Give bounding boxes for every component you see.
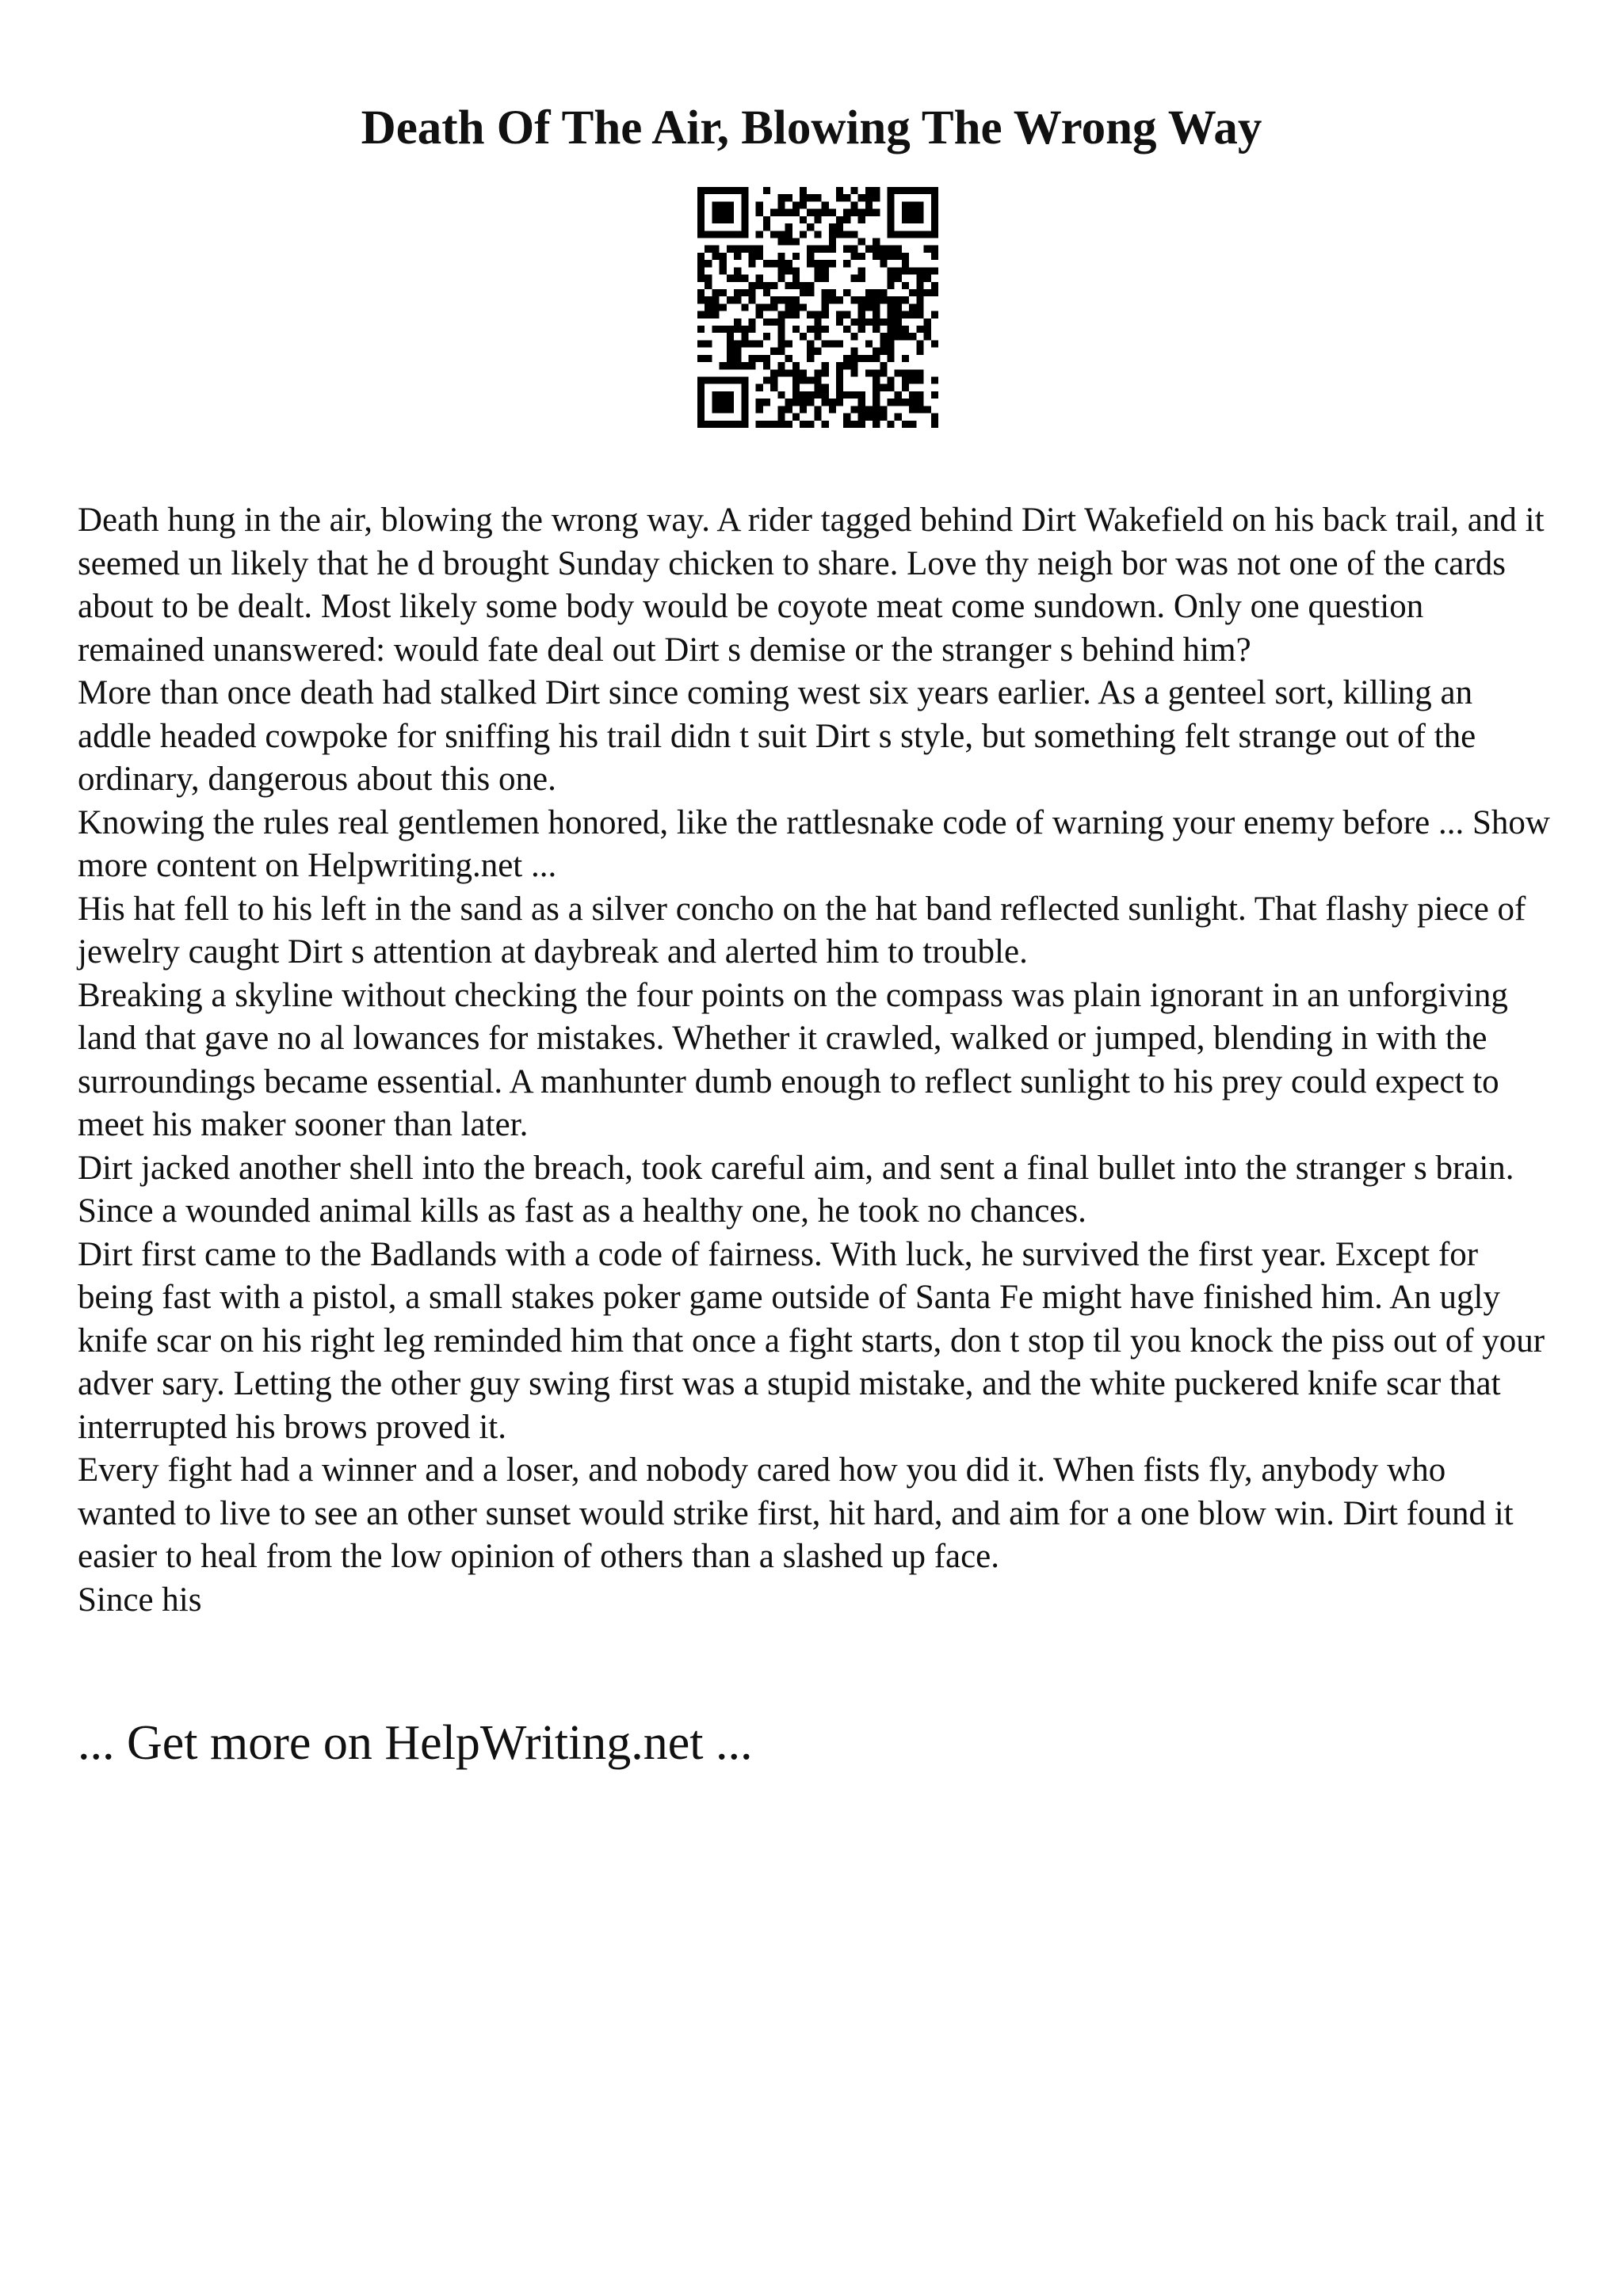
paragraph: Every fight had a winner and a loser, and nobody cared how you did it. When fists fly, anybody who wanted to live to see an other sunset would strike first, hit hard, and aim for a one blow win. Dirt found it easier to heal from the low opinion of others than a slashed up face. xyxy=(78,1451,1514,1575)
paragraph: Death hung in the air, blowing the wrong way. A rider tagged behind Dirt Wakefield on his back trail, and it seemed un likely that he d brought Sunday chicken to share. Love thy neigh bor was not one of the cards about to be dealt. Most likely some body would be coyote meat come sundown. Only one question remained unanswered: would fate deal out Dirt s demise or the stranger s behind him? xyxy=(78,502,1545,669)
qr-code-icon xyxy=(697,187,938,428)
footer-link[interactable]: ... Get more on HelpWriting.net ... xyxy=(78,1716,753,1770)
article-body xyxy=(78,499,1552,1622)
paragraph: Dirt jacked another shell into the breach, took careful aim, and sent a final bullet into the stranger s brain. Since a wounded animal kills as fast as a healthy one, he took no chances. xyxy=(78,1149,1514,1230)
page-title: Death Of The Air, Blowing The Wrong Way xyxy=(361,101,1262,154)
paragraph: Since his xyxy=(78,1581,202,1619)
paragraph: Dirt first came to the Badlands with a code of fairness. With luck, he survived the first year. Except for being fast with a pistol, a small stakes poker game outside of Santa Fe might have finished him. An ugly knife scar on his right leg reminded him that once a fight starts, don t stop til you knock the piss out of your adver sary. Letting the other guy swing first was a stupid mistake, and the white puckered knife scar that interrupted his brows proved it. xyxy=(78,1235,1545,1446)
paragraph: More than once death had stalked Dirt since coming west six years earlier. As a genteel sort, killing an addle headed cowpoke for sniffing his trail didn t suit Dirt s style, but something felt strange out of the ordinary, dangerous about this one. xyxy=(78,674,1476,798)
paragraph: Knowing the rules real gentlemen honored, like the rattlesnake code of warning your enemy before ... Show more content on Helpwriting.net ... xyxy=(78,803,1550,884)
paragraph: Breaking a skyline without checking the four points on the compass was plain ignorant in an unforgiving land that gave no al lowances for mistakes. Whether it crawled, walked or jumped, blending in with the surroundings became essential. A manhunter dumb enough to reflect sunlight to his prey could expect to meet his maker sooner than later. xyxy=(78,976,1508,1143)
paragraph: His hat fell to his left in the sand as a silver concho on the hat band reflected sunlight. That flashy piece of jewelry caught Dirt s attention at daybreak and alerted him to trouble. xyxy=(78,890,1526,971)
